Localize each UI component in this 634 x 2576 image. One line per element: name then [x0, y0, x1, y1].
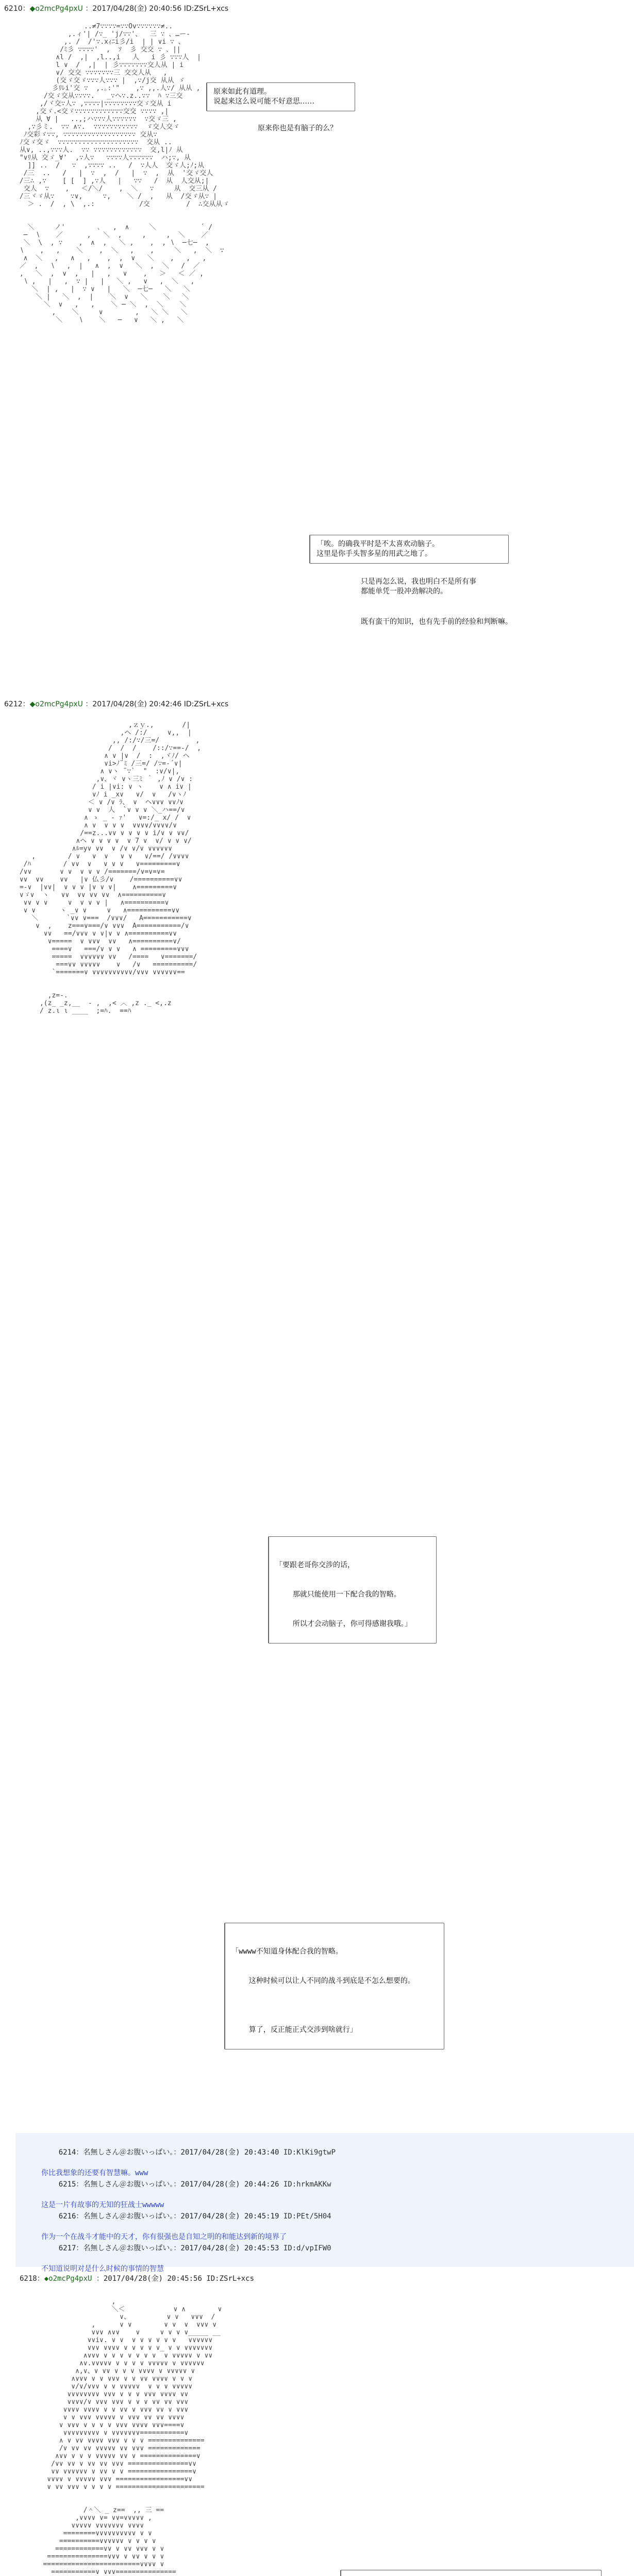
reply-header: 6215：名無しさん＠お腹いっぱい。：2017/04/28(金) 20:44:26 [58, 2180, 279, 2189]
bubble-line: 那就只能使用一下配合我的智略。 [275, 1590, 401, 1599]
reply-header: 6216：名無しさん＠お腹いっぱい。：2017/04/28(金) 20:45:19 [58, 2212, 279, 2221]
post-id: ID:ZSrL+xcs [206, 2275, 255, 2283]
ascii-art: ,ｚｙ., /| ,ヘ /:/ ∨,, | ,, /:/∵/三=/ , / / / /::/∵==-/ , ∧ ∨ |∨ / : ,ヾﾉ/ ヘ ∨i>ﾉ¨ﾐ /三=/ /∵=‐´∨| ∧ ∨ヽ ¨∵` " :∨/∨|, ,∨、ヾ ∨ヽ三ﾐ ｀ ,ﾉ ∨ /∨ : / i |∨i: ∨ ヽ ∨ ∧ i∨ | ∨ﾉ i _x∨ ∨/ ∨ /∨ヽﾉ ＜ ∨ /∨ ﾗ、 ∨ ヘ∨∨∨ ∨∨ﾉ∨ ∨ ∨ 人 `∨ ∨ ∨ ＼_ハ==/∨ ∧ ゝ _ - ｧ' ∨=:/_ x/ / ∨ ∧ ∨ ∨ ∨ ∨ ∨∨∨∨/∨∨∨∨/∨ /==z...∨∨ ∨ ∨ ∨ ∨ i/∨ ∨ ∨∨/ ∧ヘ ∨ ∨ ∨ ∨ ∨ 7 ∨ ∨/ ∨ ∨ ∨/ ∧ﾙ=y∨ ∨∨ ∨ /∨ ∨/∨ ∨∨∨∨∨∨ , / ∨ ∨ ∨ ∨ ∨ ∨/==/ /∨∨∨∨ /ﾊ / ∨∨ ∨ ∨ ∨ ∨ ∨=========∨ /∨∨ ∨ ∨ ∨ ∨ ∨ /=======/∨=∨=∨= ∨∨ ∨∨ ∨∨ |∨ 仏彡/∨ /==========∨∨ =-∨ |∨∨| ∨ ∨ ∨ |∨ ∨ ∨| ∧=========∨ ∨ゞ∨ ヽ ∨∨ ∨∨ ∨∨ ∨∨ ∧==========∨ ∨∨ ∨ ∨ ∨ ∨ ∨ ∨ | ∧==========∨ ∨ ∨ ヽ _∨ ∨ ∨ ∧===========∨∨ ＼ `∨∨ ∨=== /∨∨∨/ A===========∨ ∨ , z===∨===/∨ ∨∨∨ A===========/∨ ∨∨ ==/∨∨∨ ∨ ∨|∨ ∨ ∧==========∨∨ ∨===== ∨ ∨∨∨ ∨∨ ∧==========∨/ ====∨ ===/∨ ∨ ∨ ∧ =========∨∨∨ ===== ∨∨∨∨∨∨ ∨∨ /==== ∨=======/ ===∨∨ ∨∨∨∨∨ ∨ /∨ ==========/ `=======∨ ∨∨∨∨∨∨∨∨∨∨/∨∨∨ ∨∨∨∨∨∨== ,z=-. ,(z_ _z,__ - , ,< ︿ ,z ._ <,.z / z.ι ι ____ ;=ﾊ. ==ﾊ 「要跟老哥你交涉的话， 那就只能使用一下配合我的智略。 所以才会动脑子，你可得感谢我哦。」 「wwww不知道身体配合我的智略。 这种时候可以让人不同的战斗到底是不怎么想要的。 算了，反正能正式交涉到啥就行」 6214：名無しさん＠お腹いっぱい。：2017/04/28(金) 20:43:40 ID:KlKi9gtwP 你比我想象的还要有智慧嘛。www 6215：名無しさん＠お腹いっぱい。：2017/04/28(金) 20:44:26 ID:hrkmAKKw 这是一片有故事的无知的狂战士wwwww 6216：名無しさん＠お腹いっぱい。：2017/04/28(金) 20:45:19 ID:PEt/5H04 作为一个在战斗才能中的天才，你有很强也是自知之明的和能达到新的境界了 6217：名無しさん＠お腹いっぱい。：2017/04/28(金) 20:45:53 ID:d/vpIFW0 不知道说明对是什么时候的事情的智慧 6218：◆o2mcPg4pxU ：2017/04/28(金) 20:45:56 ID:ZSrL+xcs , ＼＜ ∨ ∧ ∨ ∨、 ∨ ∨ ∨∨∨ / , ∨ ∨ ∨ ∨ ∨ ∨∨∨ ∨ ∨∨∨ ∧∨∨ ∨ ∨ ∨ ∨ ∨_____ __ ∨∨i∨. ∨ ∨ ∨ ∨ ∨ ∨ ∨ ∨ ∨∨∨∨∨∨ ∨∨∨ ∨∨∨∨ ∨ ∨ ∨ ∨ ∨_ ∨ ∨ ∨∨∨∨∨∨∨ ∧∨∨∨ ∨ ∨ ∨ ∨ ∨ ∨ ∨ ∨ ∨∨∨∨∨ ∨ ∨∨ ∧∨.∨∨∨∨∨ ∨ ∨ ∨ ∨ ∨∨∨∨∨ ∨ ∨∨∨∨∨∨ ∧,∨、∨ ∨∨ ∨ ∨ ∨ ∨∨∨∨ ∨ ∨∨∨∨∨ ∨ ∧∨∨∨ ∨ ∨ ∨∨∨ ∨ ∨ ∨∨ ∨∨∨∨ ∨ ∨ ∨ ∨/∨/∨∨∨ ∨ ∨ ∨∨∨∨∨ ∨ ∨ ∨ ∨∨∨∨∨ ∨∨∨∨∨∨∨∨ ∨∨∨ ∨ ∨ ∨ ∨∨∨ ∨∨∨∨ ∨∨ ∨∨∨∨/∨ ∨∨∨ ∨∨∨ ∨ ∨ ∨ ∨∨ ∨∨ ∨∨∨ ∨∨∨∨ ∨∨∨∨ ∨ ∨ ∨∨ ∨ ∨∨∨ ∨∨ ∨ ∨∨∨ ∨ ∨ ∨∨∨ ∨∨∨∨∨ ∨ ∨∨∨ ∨∨ ∨∨ ∨∨∨∨ ∨ ∨∨∨ ∨ ∨ ∨ ∨ ∨∨∨ ∨∨∨∨ ∨∨∨====∨ ∨∨∨∨∨∨∨∨∨ ∨ ∨∨∨∨∨∨∨===========∨ ∧ ∨ ∨∨ ∨∨∨∨ ∨∨∨ ∨ ∨ ∨ ============== /∨ ∨∨ ∨∨ ∨∨∨∨∨ ∨∨ ∨∨∨ ============= ∧∨∨ ∨ ∨ ∨ ∨∨∨∨∨ ∨∨ ∨ ==============∨ /∨∨ ∨∨ ∨ ∨∨ ∨∨ ∨∨∨ ===============∨∨ ∨∨ ∨∨∨∨∨∨ ∨ ∨∨ ∨ ∨ ================∨ ∨∨∨∨ ∨ ∨∨∨∨∨ ∨∨∨ =================∨∨ ∨ ∨∨ ∨∨∨ ∨ ∨ ∨ ∨ ====================== /＾＼ _ z== ,, 三 == ,∨∨∨∨ ∨= ∨∨=∨∨∨∨∨ , ∨∨∨∨∨ ∨∨∨∨∨∨∨ ∨∨∨∨ ========∨∨∨∨∨∨∨∨∨∨ ∨ ∨ ==========∨∨∨∨∨∨ ∨ ∨ ∨ ∨ ============∨∨ ∨ ∨∨ ∨∨∨ ∨ ∨ ===============∨∨∨ ∨ ∨∨ ∨ ∨ ∨ ========================∨∨∨∨ ∨ ===========∨ ∨∨∨=============== [15, 721, 376, 1391]
post-date: 2017/04/28(金) 20:40:56 [92, 5, 182, 13]
bubble-line: 原来如此有道理。 [213, 88, 271, 96]
dialogue-text [361, 577, 476, 597]
reply-body: 这是一片有故事的无知的狂战士wwwww [41, 2201, 164, 2209]
post-number: 6212： [4, 700, 30, 708]
bubble-line: 「要跟老哥你交涉的话， [275, 1561, 355, 1569]
bubble-line: 「唉。的确我平时是不太喜欢动脑子。 [316, 540, 439, 548]
bubble-line: 只是再怎么说，我也明白不是所有事 [361, 578, 476, 586]
reply-id: ID:hrkmAKKw [283, 2180, 331, 2189]
bubble-line: 这种时候可以让人不同的战斗到底是不怎么想要的。 [231, 1977, 415, 1985]
speech-bubble [206, 82, 355, 111]
reply-header: 6217：名無しさん＠お腹いっぱい。：2017/04/28(金) 20:45:53 [58, 2244, 279, 2252]
dialogue-text [258, 124, 337, 133]
bubble-line: 「wwww不知道身体配合我的智略。 [231, 1947, 343, 1956]
post-date: 2017/04/28(金) 20:45:56 [103, 2275, 202, 2283]
post-trip: ◆o2mcPg4pxU [29, 700, 83, 708]
bubble-line: 原来你也是有脑子的么？ [258, 124, 337, 132]
post-trip: ◆o2mcPg4pxU [29, 5, 83, 13]
reply-id: ID:KlKi9gtwP [283, 2148, 336, 2157]
post-trip: ◆o2mcPg4pxU [44, 2275, 92, 2283]
speech-bubble [224, 1923, 444, 2049]
post-header: 6218：◆o2mcPg4pxU ：2017/04/28(金) 20:45:56 ID:ZSrL+xcs [20, 2275, 255, 2283]
post-number: 6210： [4, 5, 30, 13]
post-header: 6212：◆o2mcPg4pxU ：2017/04/28(金) 20:42:46 ID:ZSrL+xcs [4, 700, 229, 708]
bubble-line: 既有蛮干的知识，也有先手前的经验和判断嘛。 [361, 618, 512, 626]
post-id: ID:ZSrL+xcs [183, 700, 229, 708]
dialogue-text [361, 617, 512, 627]
bubble-line: 这里是你手头智多星的用武之地了。 [316, 550, 432, 558]
reply-header: 6214：名無しさん＠お腹いっぱい。：2017/04/28(金) 20:43:40 [58, 2148, 279, 2157]
reply-section [15, 2133, 634, 2273]
reply-body: 作为一个在战斗才能中的天才，你有很强也是自知之明的和能达到新的境界了 [41, 2233, 287, 2241]
speech-bubble [340, 2570, 602, 2576]
post-header: 6210：◆o2mcPg4pxU ：2017/04/28(金) 20:40:56 ID:ZSrL+xcs [4, 5, 229, 13]
ascii-art: ..≠7∵∵∵∵=∵∵Ov∵∵∵∵∵∵≠.. ,.ィ'| /∵_ 'j/∵∵'、 三 ∵ 、…ー‐ ,. / /'∵.xｨﾆi彡/i | | ∨i ∵ 、 /ﾐ彡 ∵∵∵∵' , ｿ 彡 交交 ∵ 、|| ∧l / ,| ,l..,i 人 i 彡 ∵∵∵人 | l ∨ / ,| | 彡∵∵∵∵∵∵∵交人从 | i ∨/ 交交 ∵∵∵∵∵∵∵三 交交人从 , (交ゞ交ゞ∵∵∵人∵∵∵ | ,∵/j交 从从 ゞ 彡ﾘﾚi'交 ∵ ,.｡:'" ,∵ ,,.人∵/ 从从 , /交ゞ交从∵∵∵∵. _∵ヘ∵.z..∵∵ ﾊ ∵三交 ,/ヾ交∵人∵ ,∵∵∵∵|∵∵∵∵∵∵∵∵交ゞ交从 i ,交ゞ.<交ゞ∵∵∵∵∵∵∵∵∵∵∵∵交交 ∵∵∵∵ ,| 从 ∀ | ..,;ハ∵∵∵人∵∵∵∵∵∵ ∵交ゞ三 , ,∵彡ミ. ∵∵ ∧∵. ∵∵∵∵∵∵∵∵∵∵∵ ゞ交人交ゞ ﾉ交彩ゞ∵∵, ∵∵∵∵∵∵∵∵∵∵∵∵∵∵∵∵∵∵ 交从∵ ﾉ交ゞ交ゞ ∵∵∵∵∵∵∵∵∵∵∵∵∵∵∵∵∵∵∵∵ 交从 .. 从∨, ..,∵∵∵人. ∵∵ ∵∵∵∵∵∵∵∵∵∵∵∵ 交,l|ﾉ 从 "∨ﾘ从 交ゞ_∀' ,∵人∵ ∵∵∵∵人∵∵∵∵∵∵ ハ;∵, 从 ]] .. / ∵ ,∵∵∵∵ .. / ∵人人 交ゞ人;ﾉ;从 /三 .. / | ∵ , / | ∵ , 从 '交ゞ交人 /三∴ ,∵ [ [ ] ,∵人 | ∵∵ / 从 人交从;| 交人 ∵ , ＜/＼/ , ＼ ∵ 从 交三从 / /三ヾゞ从∵ ∵∨, ∵, ＼ / , 从 /交ゞ从∵ | ＞ . / , \ ,.: /交 / ∴交从从ゞ ＼ ノ' ､ , ∧ ＼ ´ / ─ ∖ ／ , ＼ , , , ＼ ／ ＼ \ , ∵ , ∧ , ＼ , , , ∖ ─七─ , ∖ , , ＼ , ＼ , , ＼ , ＼ ∵ ∧ ＼ , ∧ , , , ∨ ＼ , , , ／ , ∖ , | ∧ , ∨ ＼ , ＼ / ／ , ＼ , ∨ , | , ∨ , ＞ ＜ ／ , ∖ , | , ∵ | | ＼ , ∨ , ＼ , ＼ | , | ∵ ∨ | ＼ ─七─ ＼ ＼ ＼ | ＼ , | ＼ ∨ ＼ ＼ ＼ ＼ ∨ , , ＼ ─ ＼ , ＼ ＼ , ＼ ∨ , ＼ ＼ ＼ ＼ ∖ ＼ ─ ∨ ＼ , ＼ [19, 23, 229, 324]
reply-id: ID:PEt/5H04 [283, 2212, 331, 2221]
bubble-line: 所以才会动脑子，你可得感谢我哦。」 [275, 1620, 412, 1628]
bubble-line: 都能单凭一股冲劲解决的。 [361, 587, 447, 596]
speech-bubble [268, 1536, 437, 1643]
reply-id: ID:d/vpIFW0 [283, 2244, 331, 2252]
bubble-line: 说起来这么说可能不好意思…… [213, 97, 314, 106]
speech-bubble [309, 535, 509, 564]
post-number: 6218： [20, 2275, 44, 2283]
ascii-art: , ＼＜ ∨ ∧ ∨ ∨、 ∨ ∨ ∨∨∨ / , ∨ ∨ ∨ ∨ ∨ ∨∨∨ ∨ ∨∨∨ ∧∨∨ ∨ ∨ ∨ ∨ ∨_____ __ ∨∨i∨. ∨ ∨ ∨ ∨ ∨ ∨ ∨ ∨ ∨∨∨∨∨∨ ∨∨∨ ∨∨∨∨ ∨ ∨ ∨ ∨ ∨_ ∨ ∨ ∨∨∨∨∨∨∨ ∧∨∨∨ ∨ ∨ ∨ ∨ ∨ ∨ ∨ ∨ ∨∨∨∨∨ ∨ ∨∨ ∧∨.∨∨∨∨∨ ∨ ∨ ∨ ∨ ∨∨∨∨∨ ∨ ∨∨∨∨∨∨ ∧,∨、∨ ∨∨ ∨ ∨ ∨ ∨∨∨∨ ∨ ∨∨∨∨∨ ∨ ∧∨∨∨ ∨ ∨ ∨∨∨ ∨ ∨ ∨∨ ∨∨∨∨ ∨ ∨ ∨ ∨/∨/∨∨∨ ∨ ∨ ∨∨∨∨∨ ∨ ∨ ∨ ∨∨∨∨∨ ∨∨∨∨∨∨∨∨ ∨∨∨ ∨ ∨ ∨ ∨∨∨ ∨∨∨∨ ∨∨ ∨∨∨∨/∨ ∨∨∨ ∨∨∨ ∨ ∨ ∨ ∨∨ ∨∨ ∨∨∨ ∨∨∨∨ ∨∨∨∨ ∨ ∨ ∨∨ ∨ ∨∨∨ ∨∨ ∨ ∨∨∨ ∨ ∨ ∨∨∨ ∨∨∨∨∨ ∨ ∨∨∨ ∨∨ ∨∨ ∨∨∨∨ ∨ ∨∨∨ ∨ ∨ ∨ ∨ ∨∨∨ ∨∨∨∨ ∨∨∨====∨ ∨∨∨∨∨∨∨∨∨ ∨ ∨∨∨∨∨∨∨===========∨ ∧ ∨ ∨∨ ∨∨∨∨ ∨∨∨ ∨ ∨ ∨ ============== /∨ ∨∨ ∨∨ ∨∨∨∨∨ ∨∨ ∨∨∨ ============= ∧∨∨ ∨ ∨ ∨ ∨∨∨∨∨ ∨∨ ∨ ==============∨ /∨∨ ∨∨ ∨ ∨∨ ∨∨ ∨∨∨ ===============∨∨ ∨∨ ∨∨∨∨∨∨ ∨ ∨∨ ∨ ∨ ================∨ ∨∨∨∨ ∨ ∨∨∨∨∨ ∨∨∨ =================∨∨ ∨ ∨∨ ∨∨∨ ∨ ∨ ∨ ∨ ====================== /＾＼ _ z== ,, 三 == ,∨∨∨∨ ∨= ∨∨=∨∨∨∨∨ , ∨∨∨∨∨ ∨∨∨∨∨∨∨ ∨∨∨∨ ========∨∨∨∨∨∨∨∨∨∨ ∨ ∨ ==========∨∨∨∨∨∨ ∨ ∨ ∨ ∨ ============∨∨ ∨ ∨∨ ∨∨∨ ∨ ∨ ===============∨∨∨ ∨ ∨∨ ∨ ∨ ∨ ========================∨∨∨∨ ∨ ===========∨ ∨∨∨=============== [43, 2298, 222, 2576]
reply-body: 你比我想象的还要有智慧嘛。www [41, 2169, 148, 2177]
reply-body: 不知道说明对是什么时候的事情的智慧 [41, 2265, 164, 2273]
post-id: ID:ZSrL+xcs [183, 5, 229, 13]
reply-item [41, 2233, 331, 2295]
post-date: 2017/04/28(金) 20:42:46 [92, 700, 182, 708]
bubble-line: 算了，反正能正式交涉到啥就行」 [231, 2026, 357, 2034]
